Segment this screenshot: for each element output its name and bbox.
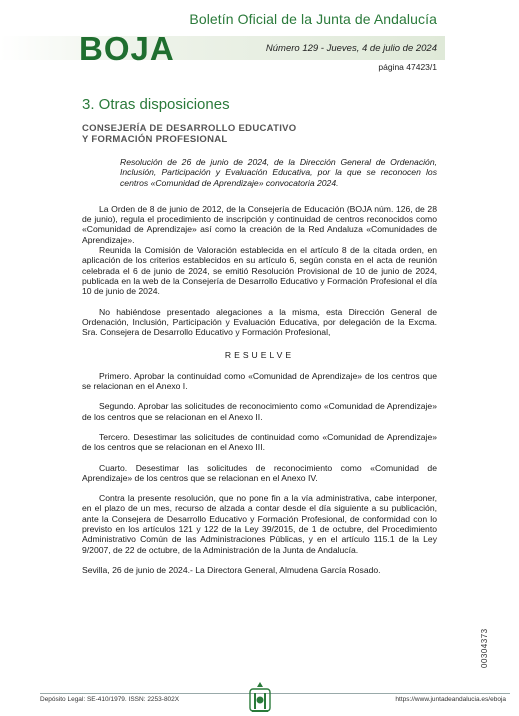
issue-info: Número 129 - Jueves, 4 de julio de 2024 [265,43,437,54]
ministry-line-1: CONSEJERÍA DE DESARROLLO EDUCATIVO [82,123,297,134]
andalucia-emblem-icon [246,681,274,715]
resolution-first: Primero. Aprobar la continuidad como «Comunidad de Aprendizaje» de los centros que se relacionan en el Anexo I. [82,370,437,392]
ministry-line-2: Y FORMACIÓN PROFESIONAL [82,134,228,145]
footer-divider [40,693,510,694]
ministry-name [82,123,442,145]
resolution-summary: Resolución de 26 de junio de 2024, de la Dirección General de Ordenación, Inclusión, Participación y Evaluación Educativa, por la que se reconocen los centros «Comunidad de Aprendizaje» convocatoria 2024. [120,157,437,188]
document-code: 00304373 [480,628,489,668]
page-number: página 47423/1 [378,62,437,72]
legal-deposit: Depósito Legal: SE-410/1979. ISSN: 2253-802X [40,696,180,703]
paragraph-commission: Reunida la Comisión de Valoración establecida en el artículo 8 de la citada orden, en aplicación de los criterios establecidos en su artículo 6, según consta en el acta de reunión celebrada el 6 de junio de 2024, se emitió Resolución Provisional de 10 de junio de 2024, publicada en la web de la Consejería de Desarrollo Educativo y Formación Profesional el día 10 de junio de 2024. [82,245,437,297]
paragraph-order: La Orden de 8 de junio de 2012, de la Consejería de Educación (BOJA núm. 126, de 28 de junio), regula el procedimiento de inscripción y continuidad de centros reconocidos como «Comunidad de Aprendizaje» así como la creación de la Red Andaluza «Comunidades de Aprendizaje». [82,203,437,245]
resolution-second: Segundo. Aprobar las solicitudes de reconocimiento como «Comunidad de Aprendizaje» de los centros que se relacionan en el Anexo II. [82,401,437,422]
section-title: 3. Otras disposiciones [82,96,230,113]
document-body [82,157,437,575]
appeal-paragraph: Contra la presente resolución, que no pone fin a la vía administrativa, cabe interponer, en el plazo de un mes, recurso de alzada a contar desde el día siguiente a su publicación, ante la Consejera de Desarrollo Educativo y Formación Profesional, de conformidad con lo previsto en los artículos 121 y 122 de la Ley 39/2015, de 1 de octubre, del Procedimiento Administrativo Común de las Administraciones Públicas, y en el artículo 115.1 de la Ley 9/2007, de 22 de octubre, de la Administración de la Junta de Andalucía. [82,493,437,555]
publication-title: Boletín Oficial de la Junta de Andalucía [189,11,437,27]
paragraph-delegation: No habiéndose presentado alegaciones a la misma, esta Dirección General de Ordenación, Inclusión, Participación y Evaluación Educativa, por delegación de la Excma. Sra. Consejera de Desarrollo Educativo y Formación Profesional, [82,306,437,338]
boja-logo: BOJA [79,30,175,67]
resolution-fourth: Cuarto. Desestimar las solicitudes de reconocimiento como «Comunidad de Aprendizaje» de los centros que se relacionan en el Anexo IV. [82,462,437,483]
website-link[interactable]: https://www.juntadeandalucia.es/eboja [395,696,506,703]
signature-line: Sevilla, 26 de junio de 2024.- La Directora General, Almudena García Rosado. [82,564,381,575]
resuelve-heading: RESUELVE [224,350,295,361]
resolution-third: Tercero. Desestimar las solicitudes de continuidad como «Comunidad de Aprendizaje» de los centros que se relacionan en el Anexo III. [82,431,437,453]
